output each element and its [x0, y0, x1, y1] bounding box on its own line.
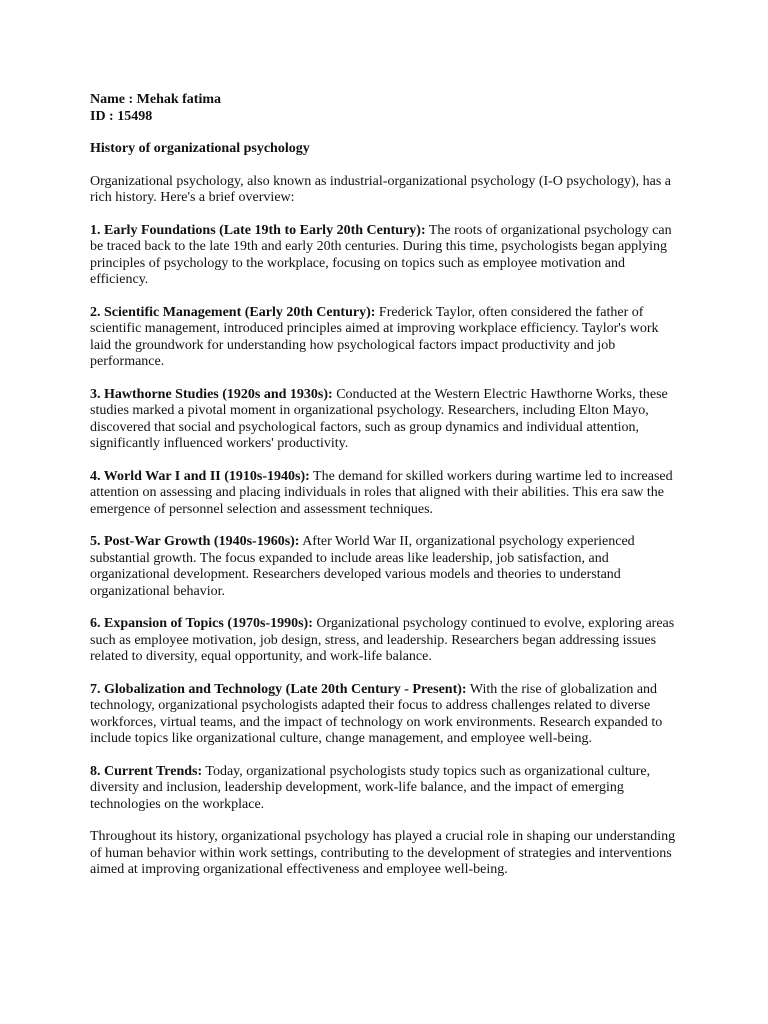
- section-body: The demand for skilled workers during wartime led to increased attention on assessing and placing individuals in roles that aligned with their abilities. This era saw the emergence of personnel selection and assessment techniques.: [90, 468, 673, 517]
- section-heading: 6. Expansion of Topics (1970s-1990s):: [90, 616, 313, 631]
- section-heading: 7. Globalization and Technology (Late 20th Century - Present):: [90, 681, 467, 697]
- author-name: Name : Mehak fatima: [90, 92, 222, 107]
- section-heading: 3. Hawthorne Studies (1920s and 1930s):: [90, 386, 333, 402]
- section-6: [90, 616, 678, 666]
- section-body: Today, organizational psychologists study topics such as organizational culture, diversity and inclusion, leadership development, work-life balance, and the impact of emerging technologies on the workplace.: [90, 763, 651, 812]
- section-1: [90, 223, 678, 289]
- intro-paragraph: Organizational psychology, also known as industrial-organizational psychology (I-O psychology), has a rich history. Here's a brief overview:: [90, 173, 672, 205]
- section-body: Frederick Taylor, often considered the father of scientific management, introduced principles aimed at improving workplace efficiency. Taylor's work laid the groundwork for understanding how psychological factors impact productivity and job performance.: [90, 304, 659, 369]
- section-heading: 2. Scientific Management (Early 20th Century):: [90, 304, 376, 320]
- section-8: [90, 764, 678, 814]
- section-heading: 8. Current Trends:: [90, 763, 203, 779]
- document-title: History of organizational psychology: [90, 141, 310, 156]
- section-5: [90, 534, 678, 600]
- section-body: After World War II, organizational psychology experienced substantial growth. The focus expanded to include areas like leadership, job satisfaction, and organizational development. Researchers developed various models and theories to understand organizational behavior.: [90, 534, 635, 599]
- section-3: [90, 387, 678, 453]
- conclusion-paragraph: Throughout its history, organizational psychology has played a crucial role in shaping our understanding of human behavior within work settings, contributing to the development of strategies and interventions aimed at improving organizational effectiveness and employee well-being.: [90, 829, 676, 877]
- document-header: [90, 92, 678, 125]
- section-7: [90, 682, 678, 748]
- section-body: The roots of organizational psychology can be traced back to the late 19th and early 20th centuries. During this time, psychologists began applying principles of psychology to the workplace, focusing on topics such as employee motivation and efficiency.: [90, 222, 672, 287]
- section-heading: 4. World War I and II (1910s-1940s):: [90, 468, 310, 484]
- section-heading: 5. Post-War Growth (1940s-1960s):: [90, 534, 300, 549]
- section-body: Organizational psychology continued to evolve, exploring areas such as employee motivation, job design, stress, and leadership. Researchers began addressing issues related to diversity, equal opportunity, and work-life balance.: [90, 616, 675, 664]
- author-id: ID : 15498: [90, 108, 153, 124]
- section-body: Conducted at the Western Electric Hawthorne Works, these studies marked a pivotal moment in organizational psychology. Researchers, including Elton Mayo, discovered that social and psychological factors, such as group dynamics and individual attention, significantly influenced workers' productivity.: [90, 386, 668, 451]
- section-4: [90, 469, 678, 519]
- section-body: With the rise of globalization and technology, organizational psychologists adapted their focus to address challenges related to diverse workforces, virtual teams, and the impact of technology on work environments. Research expanded to include topics like organizational culture, change management, and employee well-being.: [90, 681, 663, 746]
- section-heading: 1. Early Foundations (Late 19th to Early 20th Century):: [90, 222, 426, 238]
- section-2: [90, 305, 678, 371]
